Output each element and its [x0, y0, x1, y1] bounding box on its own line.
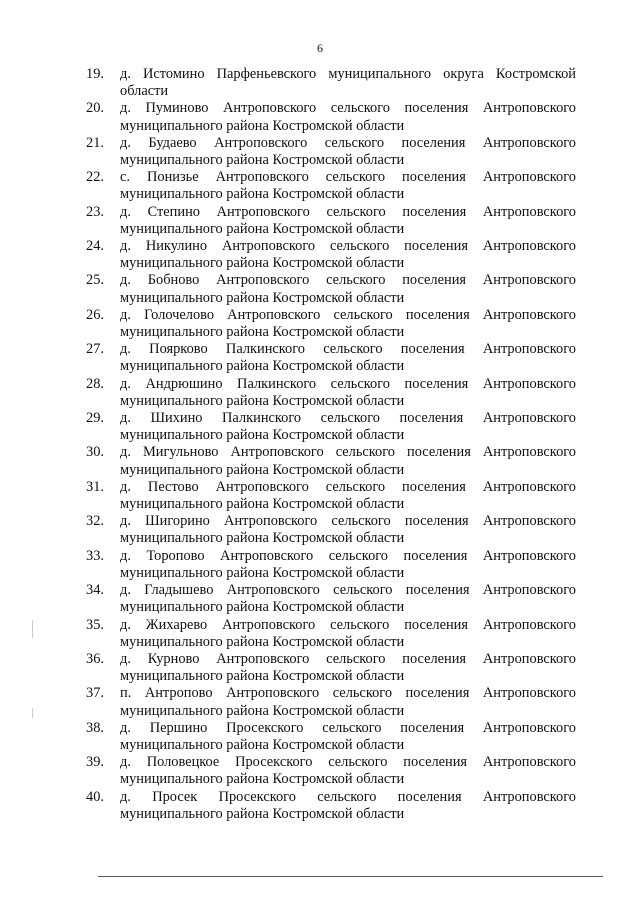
- bottom-rule: [98, 876, 603, 877]
- list-item-text: д. Голочелово Антроповского сельского поселения Антроповского муниципального района Костромской области: [120, 306, 576, 341]
- list-item-number: 23.: [86, 203, 104, 220]
- list-item: [86, 720, 576, 754]
- list-item-number: 31.: [86, 478, 104, 495]
- list-item-number: 32.: [86, 513, 104, 530]
- list-item-number: 20.: [86, 100, 104, 117]
- list-item-number: 29.: [86, 410, 104, 427]
- list-item-text: д. Шигорино Антроповского сельского поселения Антроповского муниципального района Костромской области: [120, 513, 576, 547]
- list-item: [86, 479, 576, 513]
- list-item: [86, 376, 576, 410]
- list-item: [86, 754, 576, 788]
- list-item: [86, 169, 576, 203]
- list-item: [86, 685, 576, 719]
- list-item: [86, 135, 576, 169]
- list-item: [86, 100, 576, 134]
- list-item-text: д. Пестово Антроповского сельского поселения Антроповского муниципального района Костромской области: [120, 478, 576, 513]
- list-item-number: 24.: [86, 238, 104, 255]
- list-item-text: д. Пуминово Антроповского сельского поселения Антроповского муниципального района Костромской области: [120, 100, 576, 134]
- list-item: [86, 410, 576, 444]
- list-item-number: 22.: [86, 169, 104, 186]
- list-item-text: д. Бобново Антроповского сельского поселения Антроповского муниципального района Костромской области: [120, 272, 576, 306]
- list-item-number: 37.: [86, 685, 104, 702]
- list-item: [86, 307, 576, 341]
- scan-margin-mark: [32, 620, 33, 638]
- list-item-number: 34.: [86, 582, 104, 599]
- list-item: [86, 238, 576, 272]
- list-item-text: д. Истомино Парфеньевского муниципального округа Костромской области: [120, 66, 576, 100]
- list-item: [86, 617, 576, 651]
- list-item-number: 36.: [86, 650, 104, 667]
- list-item-number: 39.: [86, 754, 104, 771]
- list-item-text: д. Поярково Палкинского сельского поселения Антроповского муниципального района Костромской области: [120, 341, 576, 375]
- list-item-text: д. Просек Просекского сельского поселения Антроповского муниципального района Костромской области: [120, 788, 576, 822]
- list-item-text: д. Никулино Антроповского сельского поселения Антроповского муниципального района Костромской области: [120, 238, 576, 272]
- list-item-text: д. Торопово Антроповского сельского поселения Антроповского муниципального района Костромской области: [120, 547, 576, 581]
- list-item: [86, 513, 576, 547]
- list-item-text: д. Шихино Палкинского сельского поселения Антроповского муниципального района Костромской области: [120, 410, 576, 444]
- list-item: [86, 582, 576, 616]
- list-item-text: д. Будаево Антроповского сельского поселения Антроповского муниципального района Костромской области: [120, 134, 576, 169]
- list-item-text: д. Жихарево Антроповского сельского поселения Антроповского муниципального района Костромской области: [120, 616, 576, 650]
- scan-margin-mark: [32, 708, 33, 718]
- list-item-text: д. Степино Антроповского сельского поселения Антроповского муниципального района Костромской области: [120, 203, 576, 237]
- list-item: [86, 204, 576, 238]
- list-item-number: 30.: [86, 444, 104, 461]
- list-item-text: д. Андрюшино Палкинского сельского поселения Антроповского муниципального района Костромской области: [120, 375, 576, 409]
- list-item-number: 40.: [86, 788, 104, 805]
- list-item-number: 19.: [86, 66, 104, 82]
- list-item-text: с. Понизье Антроповского сельского поселения Антроповского муниципального района Костромской области: [120, 169, 576, 203]
- list-item: [86, 341, 576, 375]
- page-number: 6: [317, 41, 323, 55]
- list-item: [86, 272, 576, 306]
- list-item-text: д. Курново Антроповского сельского поселения Антроповского муниципального района Костромской области: [120, 650, 576, 685]
- list-item: [86, 66, 576, 100]
- list-item-text: д. Гладышево Антроповского сельского поселения Антроповского муниципального района Костромской области: [120, 582, 576, 616]
- list-item-number: 26.: [86, 306, 104, 323]
- list-item: [86, 444, 576, 478]
- list-item: [86, 548, 576, 582]
- list-item-text: д. Першино Просекского сельского поселения Антроповского муниципального района Костромской области: [120, 719, 576, 753]
- list-item-number: 33.: [86, 547, 104, 564]
- list-item: [86, 651, 576, 685]
- list-item-number: 38.: [86, 719, 104, 736]
- list-item: [86, 789, 576, 823]
- list-item-number: 28.: [86, 375, 104, 392]
- list-item-number: 21.: [86, 134, 104, 151]
- settlement-list: [86, 66, 576, 823]
- list-item-text: п. Антропово Антроповского сельского поселения Антроповского муниципального района Костромской области: [120, 685, 576, 719]
- list-item-number: 25.: [86, 272, 104, 289]
- list-item-text: д. Половецкое Просекского сельского поселения Антроповского муниципального района Костромской области: [120, 754, 576, 788]
- list-item-number: 27.: [86, 341, 104, 358]
- list-item-number: 35.: [86, 616, 104, 633]
- list-item-text: д. Мигульново Антроповского сельского поселения Антроповского муниципального района Костромской области: [120, 444, 576, 478]
